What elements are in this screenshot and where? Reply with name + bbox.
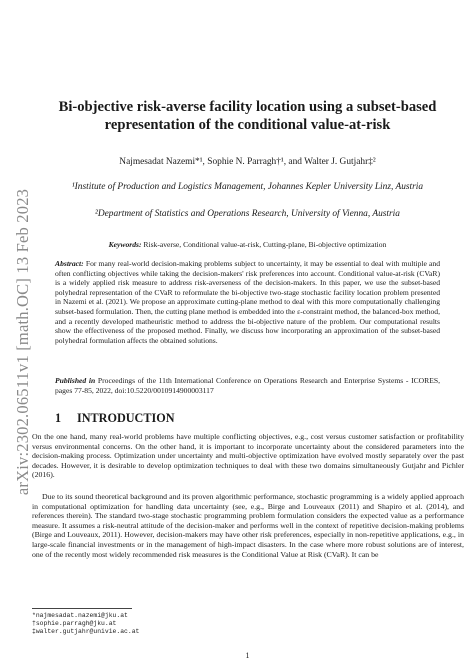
section-title: INTRODUCTION	[77, 411, 175, 425]
keywords	[55, 240, 440, 249]
abstract-text: For many real-world decision-making problems subject to uncertainty, it may be essential to deal with multiple and often conflicting objectives while taking the decision-makers' risk preferences into account. Conditional value-at-risk (CVaR) is a widely applied risk measure to address risk-averseness of the decision-makers. In this paper, we use the subset-based polyhedral representation of the CVaR to reformulate the bi-objective two-stage stochastic facility location problem presented in Nazemi et al. (2021). We propose an approximate cutting-plane method to deal with this more computationally challenging subset-based formulation. Then, the cutting plane method is embedded into the ε-constraint method, the balanced-box method, and a recently developed matheuristic method to address the bi-objective nature of the problem. Our computational results show the effectiveness of the proposed method. Finally, we discuss how incorporating an approximation of the subset-based polyhedral formulation affects the obtained solutions.	[55, 259, 440, 345]
page-number: 1	[245, 651, 250, 660]
affiliation-1: ¹Institute of Production and Logistics Management, Johannes Kepler University Linz, Austria	[71, 182, 424, 192]
intro-paragraph-2: Due to its sound theoretical background and its proven algorithmic performance, stochastic programming is a widely applied approach in computational optimization for handling data uncertainty (see, e.g., Birge and Louveaux (2011) and Shapiro et al. (2014), and references therein). The standard two-stage stochastic programming problem formulation considers the expected value as a performance measure. It assumes a risk-neutral attitude of the decision-maker and performs well in the context of repetitive decision-making problems (Birge and Louveaux, 2011). However, decision-makers may have other risk preferences, especially in non-repetitive applications, e.g., in large-scale financial investments or in the management of high-impact disasters. In the case where more robust solutions are of interest, one of the recently most widely recommended risk measures is the Conditional Value at Risk (CVaR). It can be	[32, 492, 464, 559]
footnote-rule	[32, 608, 132, 609]
arxiv-stamp: arXiv:2302.06511v1 [math.OC] 13 Feb 2023	[13, 188, 33, 496]
keywords-text: Risk-averse, Conditional value-at-risk, Cutting-plane, Bi-objective optimization	[143, 240, 387, 249]
published-text: Proceedings of the 11th International Conference on Operations Research and Enterprise Systems - ICORES, pages 77-85, 2022, doi:10.5220/0010914900003117	[55, 376, 440, 395]
abstract-label: Abstract:	[55, 259, 84, 268]
footnote-email-2[interactable]: †sophie.parragh@jku.at	[32, 620, 117, 627]
section-number: 1	[55, 411, 62, 425]
footnote-email-3[interactable]: ‡walter.gutjahr@univie.ac.at	[32, 628, 140, 635]
intro-paragraph-1: On the one hand, many real-world problems have multiple conflicting objectives, e.g., cost versus customer satisfaction or profitability versus environmental concerns. On the other hand, it is important to incorporate uncertainty about the considered parameters into the decision-making process. Optimization under uncertainty and multi-objective optimization have evolved mostly separately over the past decades. However, it is desirable to develop optimization techniques to deal with these two domains simultaneously Gutjahr and Pichler (2016).	[32, 432, 464, 480]
published-note	[55, 376, 440, 395]
keywords-label: Keywords:	[108, 240, 142, 249]
abstract	[55, 259, 440, 345]
footnote-email-1[interactable]: *najmesadat.nazemi@jku.at	[32, 612, 128, 619]
author-list: Najmesadat Nazemi*¹, Sophie N. Parragh†¹, and Walter J. Gutjahr‡²	[119, 157, 376, 167]
published-label: Published in	[55, 376, 96, 385]
section-heading	[55, 411, 175, 426]
affiliation-2: ²Department of Statistics and Operations Research, University of Vienna, Austria	[95, 209, 400, 219]
paper-title: Bi-objective risk-averse facility location using a subset-based representation of the conditional value-at-risk	[58, 99, 437, 133]
